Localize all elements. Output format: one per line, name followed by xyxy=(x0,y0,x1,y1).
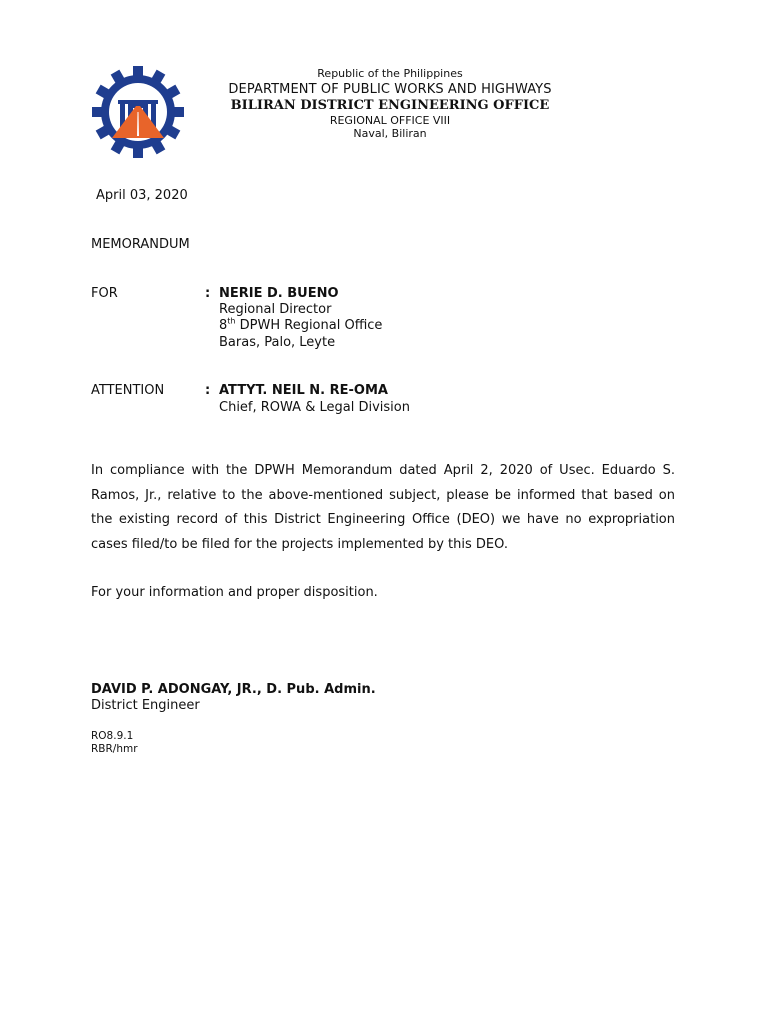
header-location: Naval, Biliran xyxy=(353,127,427,140)
header-republic: Republic of the Philippines xyxy=(317,67,463,80)
memo-title: MEMORANDUM xyxy=(91,237,190,252)
for-label: FOR xyxy=(91,286,118,301)
for-office: 8th DPWH Regional Office xyxy=(219,316,383,333)
for-address: Baras, Palo, Leyte xyxy=(219,335,336,350)
attention-position: Chief, ROWA & Legal Division xyxy=(219,400,410,415)
memo-closing: For your information and proper disposition. xyxy=(91,585,378,600)
signatory-title: District Engineer xyxy=(91,698,200,713)
for-name: NERIE D. BUENO xyxy=(219,286,339,301)
attention-name: ATTYT. NEIL N. RE-OMA xyxy=(219,383,388,398)
dpwh-logo xyxy=(92,66,184,158)
for-colon: : xyxy=(205,286,211,301)
attention-colon: : xyxy=(205,383,211,398)
header-department: DEPARTMENT OF PUBLIC WORKS AND HIGHWAYS xyxy=(228,82,552,97)
header-regional-office: REGIONAL OFFICE VIII xyxy=(329,114,451,127)
typist-initials: RBR/hmr xyxy=(91,743,138,755)
for-position: Regional Director xyxy=(219,302,332,317)
reference-code: RO8.9.1 xyxy=(91,730,134,742)
memo-date: April 03, 2020 xyxy=(96,188,188,203)
attention-label: ATTENTION xyxy=(91,383,165,398)
memo-body: In compliance with the DPWH Memorandum dated April 2, 2020 of Usec. Eduardo S. Ramos, Jr., relative to the above-mentioned subject, please be informed that based on the existing record of this District Engineering Office (DEO) we have no expropriation cases filed/to be filed for the projects implemented by this DEO. xyxy=(91,463,675,552)
signatory-name: DAVID P. ADONGAY, JR., D. Pub. Admin. xyxy=(91,682,376,697)
header-office: BILIRAN DISTRICT ENGINEERING OFFICE xyxy=(230,98,550,113)
